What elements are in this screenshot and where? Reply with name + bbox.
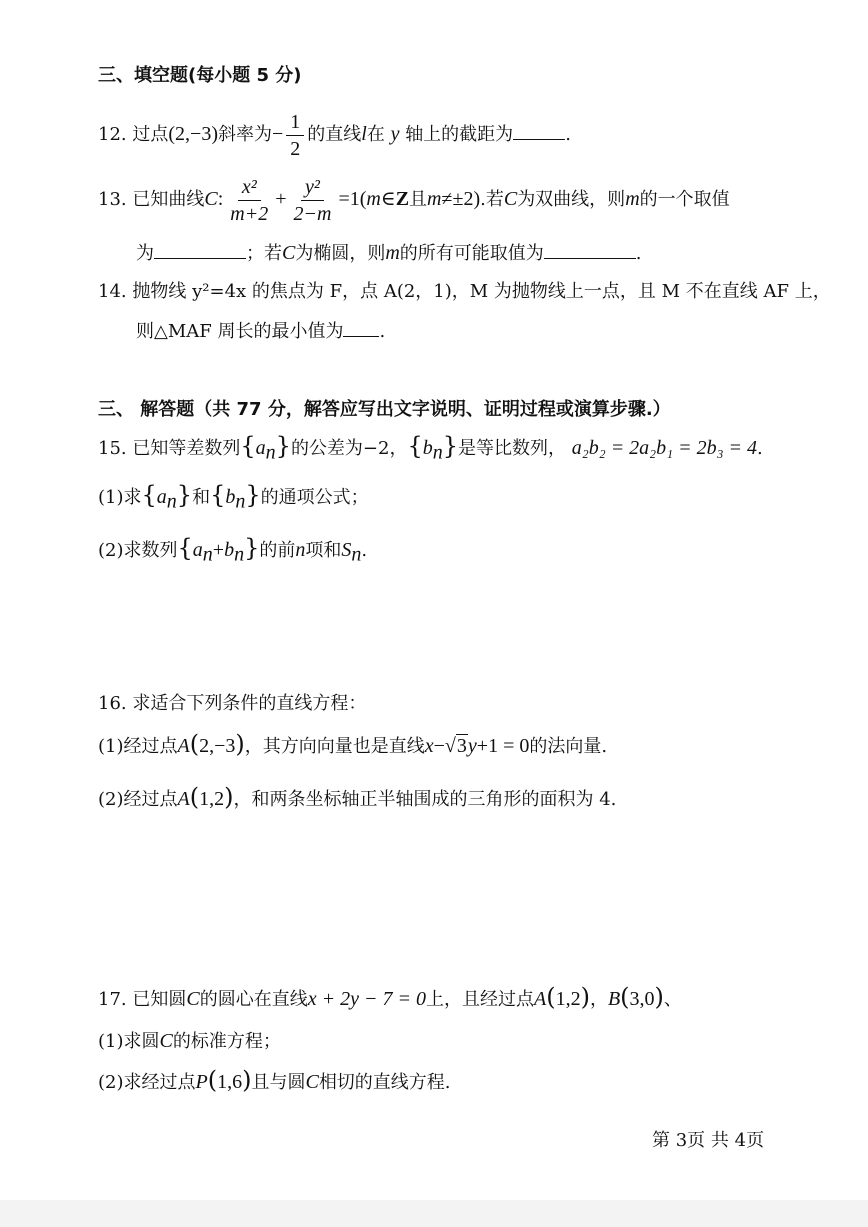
question-17: 17. 已知圆C的圆心在直线x + 2y − 7 = 0上，且经过点A(1,2)，B(3,0)、 — [98, 983, 682, 1011]
q17-text-mid2: 上，且经过点 — [425, 989, 534, 1010]
section-fill-heading: 三、填空题(每小题 5 分) — [98, 65, 302, 86]
q13-colon: : — [217, 188, 224, 210]
q15-p1-bn: b — [225, 486, 236, 508]
question-13-line-2 — [136, 240, 642, 266]
q16-p1-post: 的法向量. — [529, 736, 608, 757]
q16-p1-pre: (1)经过点 — [98, 736, 178, 757]
q16-p1-mid: ，其方向向量也是直线 — [244, 736, 425, 757]
q17-p2-post: 相切的直线方程. — [318, 1072, 451, 1093]
q12-minus: − — [271, 123, 284, 145]
q17-text-mid: 的圆心在直线 — [199, 989, 308, 1010]
q14-number: 14. — [98, 281, 127, 302]
q13-tail-m: m — [625, 188, 640, 210]
q17-p2-point: 1,6 — [217, 1071, 243, 1093]
q15-p2-S: S — [341, 539, 352, 561]
q17-end: 、 — [663, 989, 682, 1010]
q13-cond-and: 且 — [409, 189, 428, 210]
q14-line2-end: . — [379, 321, 386, 342]
q16-p2-pre: (2)经过点 — [98, 789, 178, 810]
question-14 — [98, 280, 831, 304]
q13-frac1-num: x² — [238, 176, 261, 201]
q13-line2-pre: 为 — [136, 243, 154, 264]
q17-p2-mid: 且与圆 — [251, 1072, 306, 1093]
q16-p1-eq-y: y — [467, 735, 477, 757]
q13-frac2-den: 2−m — [293, 202, 332, 225]
q17-number: 17. — [98, 989, 127, 1010]
q13-tail-2: 为双曲线，则 — [517, 189, 626, 210]
q14-answer-blank[interactable] — [343, 318, 379, 337]
q15-p2-pre: (2)求数列 — [98, 540, 178, 561]
q17-p2-pre: (2)求经过点 — [98, 1072, 196, 1093]
q12-text-mid: 的直线 — [307, 124, 362, 145]
q12-text-in: 在 — [366, 124, 385, 145]
question-16-part-2: (2)经过点A(1,2)，和两条坐标轴正半轴围成的三角形的面积为 4. — [98, 783, 617, 811]
q15-p1-an-sub: n — [166, 490, 177, 513]
q15-an: a — [255, 437, 266, 459]
q17-text-pre: 已知圆 — [132, 989, 187, 1010]
q15-bn-sub: n — [432, 441, 443, 464]
q15-equation: a₂b₂ = 2a₂b₁ = 2b₃ = 4 — [571, 437, 758, 459]
q15-end: . — [757, 438, 763, 459]
q17-var-C: C — [186, 988, 200, 1010]
q12-var-l: l — [361, 123, 367, 145]
q13-line2-mid: ；若 — [246, 243, 282, 264]
q16-p2-point: 1,2 — [199, 788, 225, 810]
question-12 — [98, 109, 571, 160]
q13-tail-3: 的一个取值 — [639, 189, 730, 210]
q15-p2-bn: b — [224, 539, 235, 561]
q16-title: 求适合下列条件的直线方程： — [132, 693, 367, 714]
q12-answer-blank[interactable] — [513, 121, 565, 140]
q12-text-pre: 过点 — [132, 124, 169, 145]
q12-text-post: 轴上的截距为 — [405, 124, 514, 145]
q16-p2-A: A — [177, 788, 190, 810]
question-16-part-1: (1)经过点A(2,−3)，其方向向量也是直线x−√3y+1 = 0的法向量. — [98, 730, 608, 758]
q13-line2-end: . — [635, 243, 642, 264]
q13-line2-mid3: 的所有可能取值为 — [399, 243, 544, 264]
q13-cond-m: m — [366, 188, 381, 210]
sqrt-icon: √3 — [444, 735, 467, 757]
q13-line2-C: C — [282, 242, 296, 264]
q13-plus: + — [275, 188, 287, 210]
q13-tail-C: C — [503, 188, 518, 210]
q12-slope-label: 斜率为 — [217, 124, 272, 145]
q15-bn: b — [422, 437, 433, 459]
q12-frac-den: 2 — [290, 137, 301, 160]
q16-p1-A: A — [177, 735, 190, 757]
q15-p2-an: a — [192, 539, 203, 561]
q15-p1-bn-sub: n — [235, 490, 246, 513]
q13-frac2-num: y² — [301, 176, 324, 201]
q16-p2-post: ，和两条坐标轴正半轴围成的三角形的面积为 4. — [233, 789, 617, 810]
q12-end: . — [565, 124, 571, 145]
question-16 — [98, 692, 366, 716]
q13-cond-Z: Z — [395, 188, 410, 210]
q13-line2-mid2: 为椭圆，则 — [295, 243, 386, 264]
q16-p1-point: 2,−3 — [199, 735, 236, 757]
q17-p1-C: C — [159, 1030, 173, 1052]
q13-text-pre: 已知曲线 — [132, 189, 205, 210]
q13-cond-ne: ≠±2) — [441, 188, 481, 210]
q13-answer-blank-2[interactable] — [544, 240, 636, 259]
q15-text-mid2: 是等比数列， — [458, 438, 567, 459]
q17-p2-P: P — [195, 1071, 208, 1093]
q17-comma: ， — [589, 989, 608, 1010]
q15-p2-bn-sub: n — [234, 543, 245, 566]
section-solve-heading: 三、 解答题（共 77 分，解答应写出文字说明、证明过程或演算步骤.） — [98, 399, 671, 420]
q15-p1-pre: (1)求 — [98, 487, 142, 508]
q17-equation: x + 2y − 7 = 0 — [307, 988, 426, 1010]
q13-cond-in: ∈ — [380, 188, 396, 210]
q15-text-pre: 已知等差数列 — [132, 438, 241, 459]
q17-p1-pre: (1)求圆 — [98, 1031, 160, 1052]
question-15: 15. 已知等差数列$\{a_n\}$的公差为−2，$\{b_n\}$是等比数列， a₂b₂ = 2a₂b₁ = 2b₃ = 4. — [98, 432, 763, 464]
question-14-line-2 — [136, 318, 385, 344]
q16-p1-eq-rest: +1 = 0 — [476, 735, 530, 757]
q14-line-1: 抛物线 y²=4x 的焦点为 F，点 A(2，1)，M 为抛物线上一点，且 M 不在直线 AF 上， — [132, 281, 831, 302]
q15-p1-post: 的通项公式； — [260, 487, 369, 508]
q15-p2-post: 的前 — [259, 540, 296, 561]
q15-p1-an: a — [156, 486, 167, 508]
q13-var-C: C — [204, 188, 218, 210]
page-footer: 第 3页 共 4页 — [652, 1130, 765, 1151]
q13-tail-1: .若 — [480, 189, 504, 210]
q13-line2-m: m — [385, 242, 400, 264]
q15-p2-plus: + — [212, 539, 225, 561]
q16-p1-eq-3: 3 — [456, 735, 467, 757]
q15-p2-n: n — [295, 539, 306, 561]
question-17-part-2: (2)求经过点P(1,6)且与圆C相切的直线方程. — [98, 1066, 451, 1094]
q12-point: (2,−3) — [168, 123, 218, 145]
q13-fraction-1 — [226, 176, 272, 225]
scan-bottom-edge — [0, 1200, 868, 1227]
q13-cond-m2: m — [427, 188, 442, 210]
q15-number: 15. — [98, 438, 127, 459]
q15-p2-an-sub: n — [202, 543, 213, 566]
q17-A: A — [533, 988, 547, 1010]
q16-p1-eq-minus: − — [433, 735, 445, 757]
q13-frac1-den: m+2 — [230, 202, 269, 225]
q13-answer-blank-1[interactable] — [154, 240, 246, 259]
q12-frac-num: 1 — [286, 111, 304, 136]
q15-p1-and: 和 — [192, 487, 211, 508]
q16-number: 16. — [98, 693, 127, 714]
q15-p2-end: . — [361, 540, 368, 561]
question-13 — [98, 172, 730, 227]
q17-p2-C: C — [305, 1071, 319, 1093]
q16-p1-eq-x: x — [424, 735, 434, 757]
question-15-part-1: (1)求$\{a_n\}$和$\{b_n\}$的通项公式； — [98, 481, 369, 513]
q15-an-sub: n — [265, 441, 276, 464]
q12-var-y: y — [390, 123, 400, 145]
q15-p2-post2: 项和 — [305, 540, 342, 561]
q14-line2-pre: 则△MAF 周长的最小值为 — [136, 321, 344, 342]
q17-B-point: 3,0 — [629, 988, 655, 1010]
q13-eq: =1( — [338, 188, 367, 210]
q15-text-mid: 的公差为−2， — [290, 438, 408, 459]
q13-fraction-2 — [290, 176, 336, 225]
q13-number: 13. — [98, 189, 127, 210]
q12-fraction — [286, 111, 304, 160]
q17-B: B — [607, 988, 621, 1010]
question-15-part-2: (2)求数列$\{a_n+b_n\}$的前n项和$S_n$. — [98, 534, 368, 566]
q15-p2-S-sub: n — [351, 543, 362, 566]
q17-p1-post: 的标准方程； — [172, 1031, 281, 1052]
q17-A-point: 1,2 — [555, 988, 581, 1010]
q12-number: 12. — [98, 124, 127, 145]
question-17-part-1 — [98, 1029, 281, 1054]
